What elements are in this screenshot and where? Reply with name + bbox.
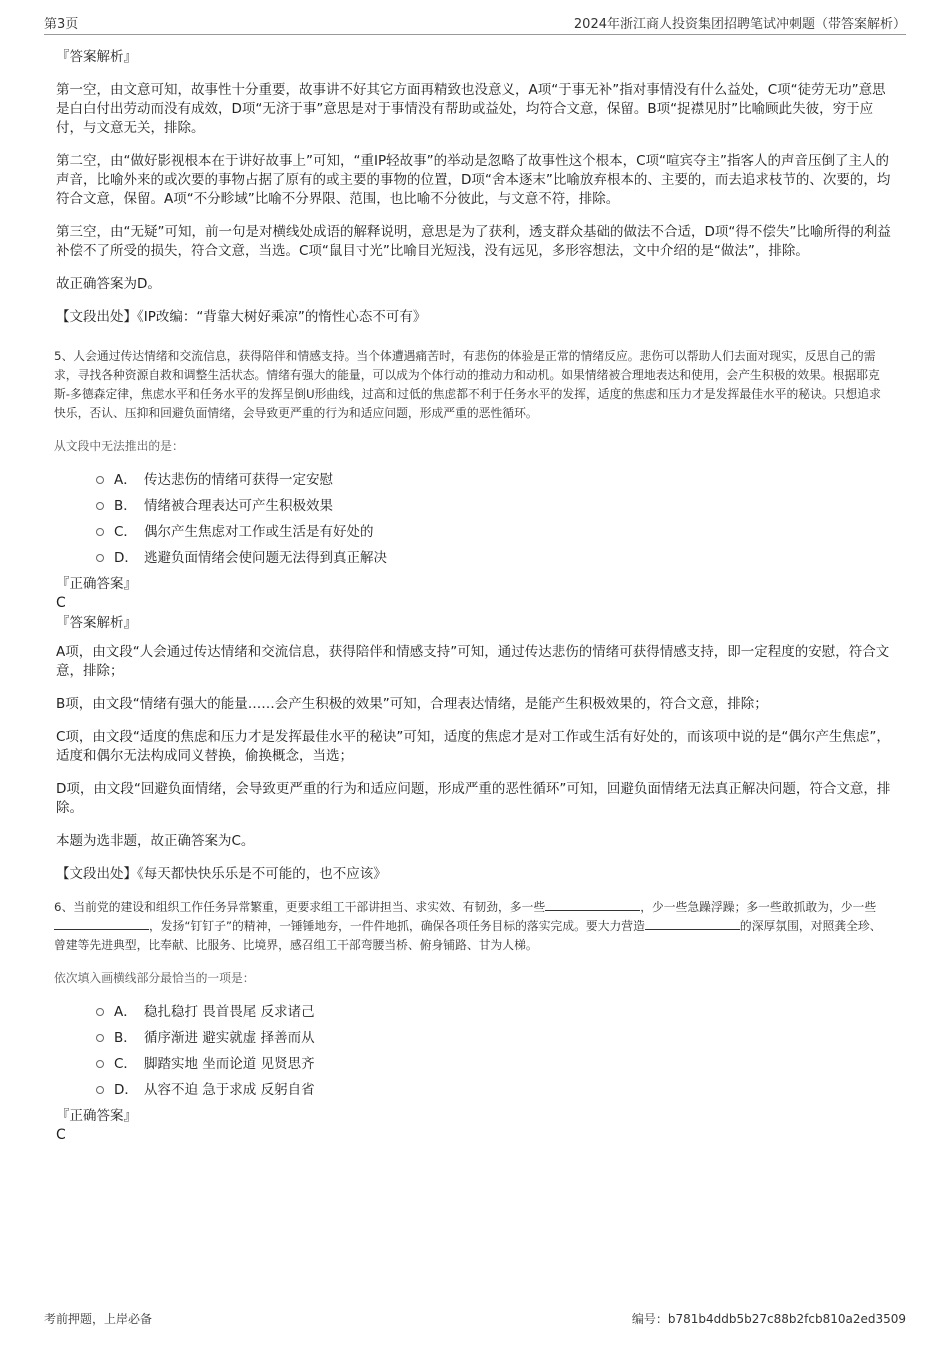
q6-option-d[interactable]: D． 从容不迫 急于求成 反躬自省 <box>96 1075 892 1101</box>
radio-icon[interactable] <box>96 1034 104 1042</box>
q6-option-b[interactable]: B． 循序渐进 避实就虚 择善而从 <box>96 1023 892 1049</box>
document-id: 编号：b781b4ddb5b27c88b2fcb810a2ed3509 <box>631 1312 906 1326</box>
q4-analysis-label: 『答案解析』 <box>56 49 137 65</box>
q6-options <box>96 997 892 1101</box>
radio-icon[interactable] <box>96 476 104 484</box>
fill-blank-1 <box>545 898 640 911</box>
q5-analysis-d: D项，由文段“回避负面情绪，会导致更严重的行为和适应问题，形成严重的恶性循环”可知，回避负面情绪无法真正解决问题，符合文意，排除。 <box>56 781 891 816</box>
q4-source: 【文段出处】《IP改编：“背靠大树好乘凉”的惰性心态不可有》 <box>56 309 427 325</box>
q6-stem: 6、当前党的建设和组织工作任务异常繁重，更要求组工干部讲担当、求实效、有韧劲，多一些 ，少一些急躁浮躁；多一些敢抓敢为，少一些，发扬“钉钉子”的精神，一锤锤地夯，一件件地抓，确保各项任务目标的落实完成。要大力营造 的深厚氛围，对照龚全珍、曾建等先进典型，比奉献、比服务、比境界，感召组工干部弯腰当桥、俯身铺路、甘为人梯。 <box>54 900 882 952</box>
document-body <box>56 46 892 1144</box>
q5-conclusion: 本题为选非题，故正确答案为C。 <box>56 833 255 849</box>
q6-question: 依次填入画横线部分最恰当的一项是： <box>54 971 255 985</box>
q5-option-b[interactable]: B． 情绪被合理表达可产生积极效果 <box>96 491 892 517</box>
radio-icon[interactable] <box>96 1060 104 1068</box>
fill-blank-3 <box>645 917 740 930</box>
q6-answer-label: 『正确答案』 <box>56 1108 137 1124</box>
q5-question: 从文段中无法推出的是： <box>54 439 184 453</box>
q6-option-a[interactable]: A． 稳扎稳打 畏首畏尾 反求诸己 <box>96 997 892 1023</box>
q4-conclusion: 故正确答案为D。 <box>56 276 161 292</box>
radio-icon[interactable] <box>96 528 104 536</box>
q6-option-c[interactable]: C． 脚踏实地 坐而论道 见贤思齐 <box>96 1049 892 1075</box>
q4-analysis-paragraph-2: 第二空，由“做好影视根本在于讲好故事上”可知，“重IP轻故事”的举动是忽略了故事性这个根本，C项“喧宾夺主”指客人的声音压倒了主人的声音，比喻外来的或次要的事物占据了原有的或主要的事物的位置，D项“舍本逐末”比喻放弃根本的、主要的，而去追求枝节的、次要的，均符合文意，保留。A项“不分畛域”比喻不分界限、范围，也比喻不分彼此，与文意不符，排除。 <box>56 153 891 207</box>
q5-stem: 5、人会通过传达情绪和交流信息，获得陪伴和情感支持。当个体遭遇痛苦时，有悲伤的体验是正常的情绪反应。悲伤可以帮助人们去面对现实，反思自己的需求，寻找各种资源自救和调整生活状态。情绪有强大的能量，可以成为个体行动的推动力和动机。如果情绪被合理地表达和使用，会产生积极的效果。根据耶克斯-多德森定律，焦虑水平和任务水平的发挥呈倒U形曲线，过高和过低的焦虑都不利于任务水平的发挥，适度的焦虑和压力才是发挥最佳水平的秘诀。只想追求快乐，否认、压抑和回避负面情绪，会导致更严重的行为和适应问题，形成严重的恶性循环。 <box>54 349 881 420</box>
radio-icon[interactable] <box>96 1008 104 1016</box>
footer-slogan: 考前押题，上岸必备 <box>44 1312 153 1326</box>
q4-analysis-paragraph-1: 第一空，由文意可知，故事性十分重要，故事讲不好其它方面再精致也没意义，A项“于事无补”指对事情没有什么益处，C项“徒劳无功”意思是白白付出劳动而没有成效，D项“无济于事”意思是对于事情没有帮助或益处，均符合文意，保留。B项“捉襟见肘”比喻顾此失彼，穷于应付，与文意无关，排除。 <box>56 82 886 136</box>
q5-option-d[interactable]: D． 逃避负面情绪会使问题无法得到真正解决 <box>96 543 892 569</box>
radio-icon[interactable] <box>96 502 104 510</box>
q5-analysis-c: C项，由文段“适度的焦虑和压力才是发挥最佳水平的秘诀”可知，适度的焦虑才是对工作或生活有好处的，而该项中说的是“偶尔产生焦虑”，适度和偶尔无法构成同义替换，偷换概念，当选； <box>56 729 890 764</box>
q5-option-a[interactable]: A． 传达悲伤的情绪可获得一定安慰 <box>96 465 892 491</box>
document-title: 2024年浙江商人投资集团招聘笔试冲刺题（带答案解析） <box>573 17 906 32</box>
q5-analysis-label: 『答案解析』 <box>56 615 137 631</box>
q6-answer: C <box>56 1127 66 1143</box>
q5-analysis-b: B项，由文段“情绪有强大的能量……会产生积极的效果”可知，合理表达情绪，是能产生积极效果的，符合文意，排除； <box>56 696 768 712</box>
q5-options <box>96 465 892 569</box>
q5-source: 【文段出处】《每天都快快乐乐是不可能的，也不应该》 <box>56 866 387 882</box>
fill-blank-2 <box>54 917 149 930</box>
q5-answer-label: 『正确答案』 <box>56 576 137 592</box>
radio-icon[interactable] <box>96 554 104 562</box>
q5-analysis-a: A项，由文段“人会通过传达情绪和交流信息，获得陪伴和情感支持”可知，通过传达悲伤的情绪可获得情感支持，即一定程度的安慰，符合文意，排除； <box>56 644 890 679</box>
radio-icon[interactable] <box>96 1086 104 1094</box>
page-number: 第3页 <box>44 17 79 32</box>
q4-analysis-paragraph-3: 第三空，由“无疑”可知，前一句是对横线处成语的解释说明，意思是为了获利，透支群众基础的做法不合适，D项“得不偿失”比喻所得的利益补偿不了所受的损失，符合文意，当选。C项“鼠目寸光”比喻目光短浅，没有远见，多形容想法，文中介绍的是“做法”，排除。 <box>56 224 891 259</box>
page-header <box>44 10 906 35</box>
q5-option-c[interactable]: C． 偶尔产生焦虑对工作或生活是有好处的 <box>96 517 892 543</box>
page-footer <box>44 1310 906 1327</box>
q5-answer: C <box>56 595 66 611</box>
